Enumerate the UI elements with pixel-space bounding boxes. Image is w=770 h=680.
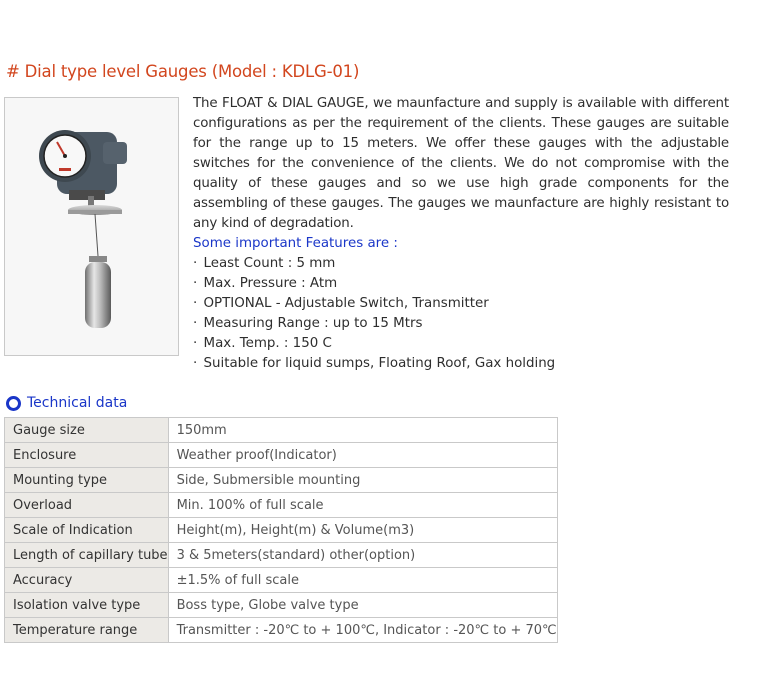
- features-list: [193, 254, 555, 374]
- features-title: Some important Features are :: [193, 236, 398, 251]
- spec-value: Transmitter : -20℃ to + 100℃, Indicator : -20℃ to + 70℃: [168, 618, 557, 643]
- table-row: [5, 493, 558, 518]
- table-row: [5, 468, 558, 493]
- table-row: [5, 618, 558, 643]
- product-description: The FLOAT & DIAL GAUGE, we maunfacture and supply is available with different configurations as per the requirement of the clients. These gauges are suitable for the range up to 15 meters. We offer these gauges with the adjustable switches for the convenience of the clients. We do not compromise with the quality of these gauges and so we use high grade components for the assembling of these gauges. The gauges we maunfacture are highly resistant to any kind of degradation.: [193, 96, 729, 231]
- spec-label: Temperature range: [5, 618, 169, 643]
- spec-label: Enclosure: [5, 443, 169, 468]
- spec-label: Length of capillary tube: [5, 543, 169, 568]
- technical-data-table: [4, 417, 558, 643]
- spec-value: Boss type, Globe valve type: [168, 593, 557, 618]
- spec-label: Scale of Indication: [5, 518, 169, 543]
- page-title: # Dial type level Gauges (Model : KDLG-01): [6, 62, 360, 81]
- circle-bullet-icon: [6, 396, 21, 411]
- spec-label: Mounting type: [5, 468, 169, 493]
- table-row: [5, 518, 558, 543]
- table-row: [5, 443, 558, 468]
- table-row: [5, 593, 558, 618]
- technical-data-heading: [6, 395, 127, 411]
- spec-label: Accuracy: [5, 568, 169, 593]
- spec-label: Gauge size: [5, 418, 169, 443]
- feature-item: · Suitable for liquid sumps, Floating Roof, Gax holding: [193, 354, 555, 374]
- spec-value: Height(m), Height(m) & Volume(m3): [168, 518, 557, 543]
- spec-value: Side, Submersible mounting: [168, 468, 557, 493]
- feature-item: · Least Count : 5 mm: [193, 254, 555, 274]
- spec-label: Overload: [5, 493, 169, 518]
- spec-value: Min. 100% of full scale: [168, 493, 557, 518]
- feature-item: · Max. Pressure : Atm: [193, 274, 555, 294]
- spec-value: 3 & 5meters(standard) other(option): [168, 543, 557, 568]
- spec-value: 150mm: [168, 418, 557, 443]
- feature-item: · Measuring Range : up to 15 Mtrs: [193, 314, 555, 334]
- feature-item: · OPTIONAL - Adjustable Switch, Transmitter: [193, 294, 555, 314]
- spec-label: Isolation valve type: [5, 593, 169, 618]
- product-image: [4, 97, 179, 356]
- table-row: [5, 568, 558, 593]
- spec-value: Weather proof(Indicator): [168, 443, 557, 468]
- level-gauge-illustration: [5, 98, 178, 355]
- feature-item: · Max. Temp. : 150 C: [193, 334, 555, 354]
- table-row: [5, 418, 558, 443]
- table-row: [5, 543, 558, 568]
- spec-value: ±1.5% of full scale: [168, 568, 557, 593]
- technical-data-title: Technical data: [27, 395, 128, 411]
